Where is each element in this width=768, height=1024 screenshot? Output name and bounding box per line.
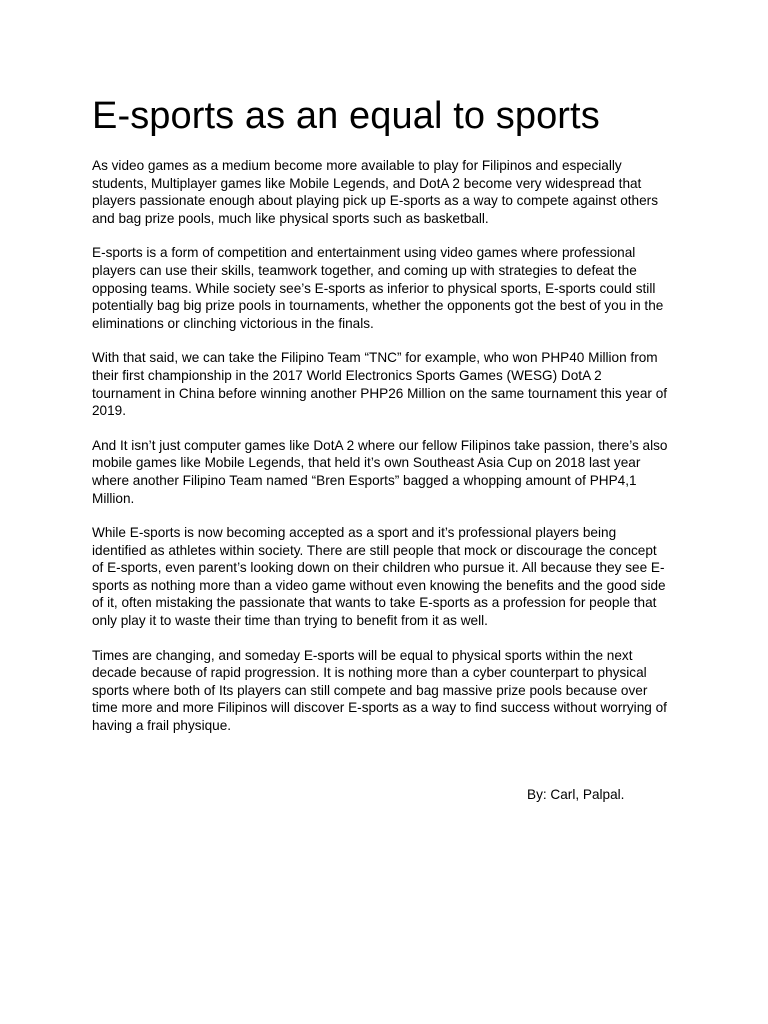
paragraph-line: time more and more Filipinos will discover E-sports as a way to find success without worrying of [92,700,667,716]
paragraph-line: only play it to waste their time than trying to benefit from it as well. [92,613,488,629]
body-paragraph [92,647,692,735]
paragraph-line: sports as nothing more than a video game without even knowing the benefits and the good side [92,577,666,593]
paragraph-line: E-sports is a form of competition and entertainment using video games where professional [92,245,636,261]
paragraph-line: eliminations or clinching victorious in the finals. [92,315,374,331]
paragraph-line: sports where both of Its players can still compete and bag massive prize pools because over [92,682,648,698]
paragraph-line: their first championship in the 2017 World Electronics Sports Games (WESG) DotA 2 [92,367,602,383]
paragraph-line: students, Multiplayer games like Mobile Legends, and DotA 2 become very widespread that [92,175,642,191]
paragraph-line: of it, often mistaking the passionate that wants to take E-sports as a profession for people that [92,595,657,611]
paragraph-line: of E-sports, even parent’s looking down on their children who pursue it. All because they see E- [92,560,665,576]
body-paragraph [92,349,692,419]
paragraph-line: And It isn’t just computer games like DotA 2 where our fellow Filipinos take passion, there’s also [92,437,668,453]
paragraph-line: Times are changing, and someday E-sports will be equal to physical sports within the next [92,647,633,663]
paragraph-line: 2019. [92,403,127,419]
paragraph-line: tournament in China before winning another PHP26 Million on the same tournament this year of [92,385,668,401]
author-byline: By: Carl, Palpal. [527,787,625,802]
document-body [92,157,692,752]
paragraph-line: opposing teams. While society see’s E-sports as inferior to physical sports, E-sports could still [92,280,656,296]
paragraph-line: mobile games like Mobile Legends, that held it’s own Southeast Asia Cup on 2018 last year [92,455,641,471]
body-paragraph [92,157,692,227]
paragraph-line: decade because of rapid progression. It is nothing more than a cyber counterpart to physical [92,665,647,681]
paragraph-line: potentially bag big prize pools in tournaments, whether the opponents got the best of you in the [92,298,664,314]
body-paragraph [92,437,692,507]
paragraph-line: where another Filipino Team named “Bren Esports” bagged a whopping amount of PHP4,1 [92,472,637,488]
paragraph-line: With that said, we can take the Filipino Team “TNC” for example, who won PHP40 Million from [92,350,658,366]
paragraph-line: and bag prize pools, much like physical sports such as basketball. [92,210,489,226]
paragraph-line: having a frail physique. [92,718,232,734]
body-paragraph [92,244,692,332]
paragraph-line: Million. [92,490,135,506]
paragraph-line: players can use their skills, teamwork together, and coming up with strategies to defeat the [92,262,637,278]
paragraph-line: As video games as a medium become more available to play for Filipinos and especially [92,158,622,173]
paragraph-line: While E-sports is now becoming accepted as a sport and it’s professional players being [92,525,617,541]
paragraph-line: players passionate enough about playing pick up E-sports as a way to compete against others [92,193,658,209]
body-paragraph [92,524,692,630]
document-title: E-sports as an equal to sports [92,95,600,137]
paragraph-line: identified as athletes within society. There are still people that mock or discourage the concept [92,542,657,558]
